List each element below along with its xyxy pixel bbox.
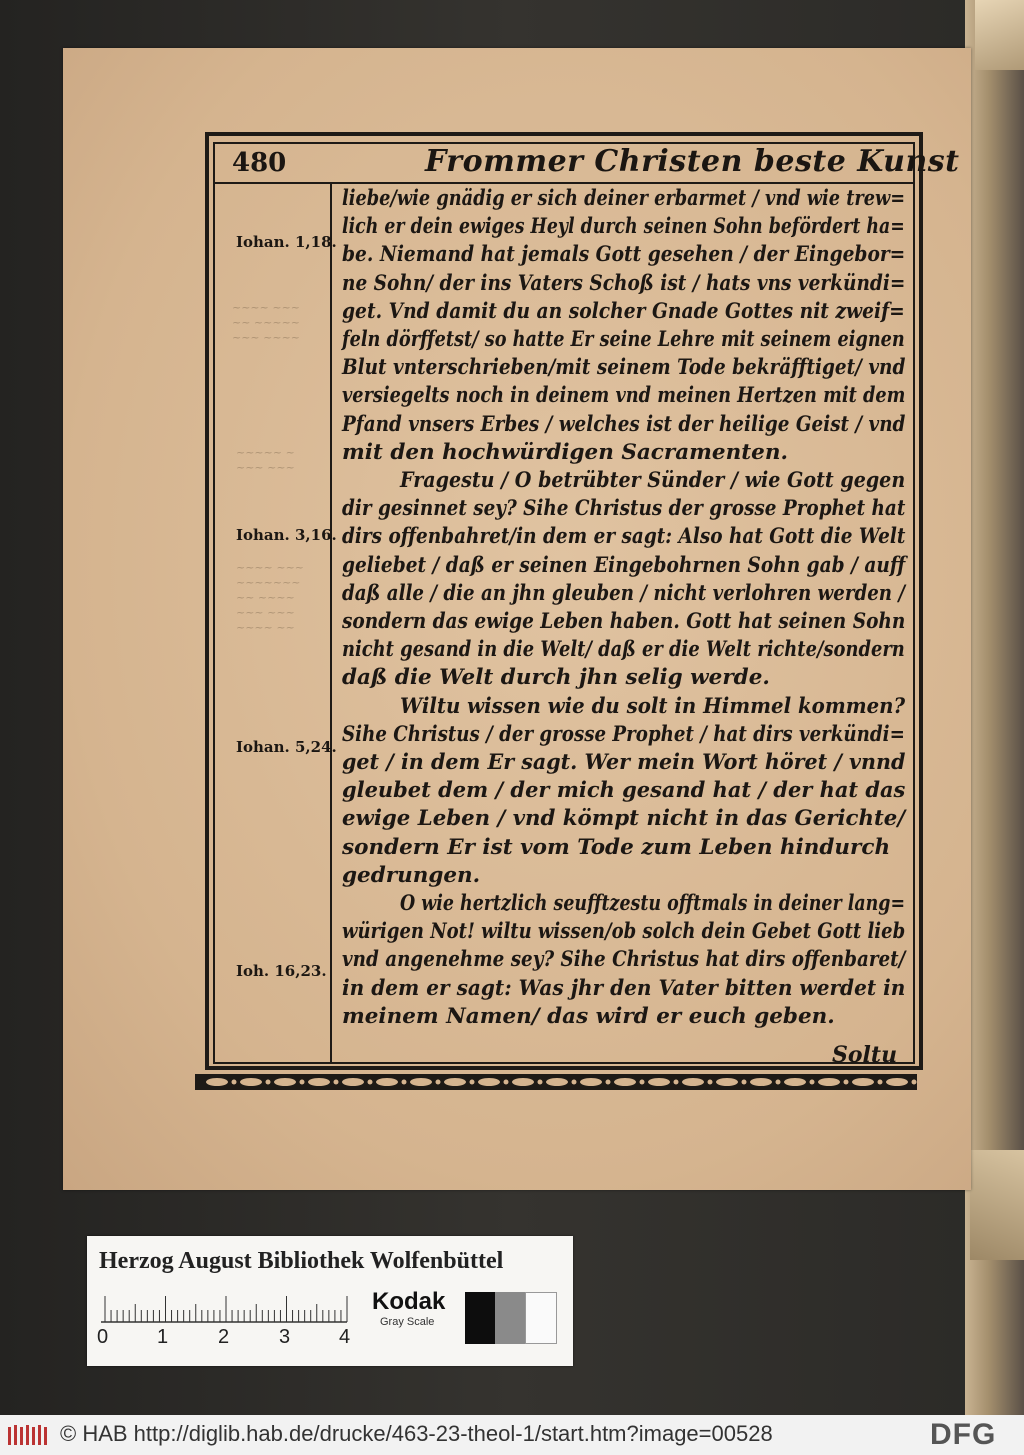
body-line: get. Vnd damit du an solcher Gnade Gottes nit zweif= [342,298,905,324]
body-line: daß die Welt durch jhn selig werde. [342,665,770,691]
body-line: meinem Namen/ das wird er euch geben. [342,1003,835,1029]
body-line: würigen Not! wiltu wissen/ob solch dein Gebet Gott lieb [342,919,906,945]
body-line: Blut vnterschrieben/mit seinem Tode bekräfftiget/ vnd [342,355,906,381]
body-line: dir gesinnet sey? Sihe Christus der grosse Prophet hat [342,496,906,522]
body-line: daß alle / die an jhn gleuben / nicht verlohren werden / [342,580,906,606]
show-through-text: ~~~~ ~~~ ~~ ~~~~~ ~~~ ~~~~ [232,301,301,344]
page-number: 480 [232,148,287,178]
body-line: gedrungen. [342,862,481,888]
gray-scale-label: Gray Scale [380,1316,435,1328]
body-line: O wie hertzlich seufftzestu offtmals in deiner lang= [400,891,906,916]
body-line: nicht gesand in die Welt/ daß er die Welt richte/sondern [342,637,905,663]
margin-note: Iohan. 5,24. [236,738,337,756]
library-name: Herzog August Bibliothek Wolfenbüttel [99,1248,504,1274]
header-rule [213,182,915,184]
ruler-number: 0 [97,1326,109,1348]
body-line: Wiltu wissen wie du solt in Himmel kommen? [400,693,906,719]
body-line: liebe/wie gnädig er sich deiner erbarmet / vnd wie trew= [342,186,906,211]
body-line: geliebet / daß er seinen Eingebohrnen Sohn gab / auff [342,552,906,578]
body-line: get / in dem Er sagt. Wer mein Wort höret / vnnd [342,750,906,775]
body-line: ne Sohn/ der ins Vaters Schoß ist / hats vns verkündi= [342,270,906,296]
show-through-text: ~~~~~ ~ ~~~ ~~~ [236,446,295,474]
show-through-text: ~~~~ ~~~ ~~~~~~~ ~~ ~~~~ ~~~ ~~~ ~~~~ ~~ [236,561,305,634]
body-line: mit den hochwürdigen Sacramenten. [342,439,788,465]
kodak-logo: Kodak [372,1288,446,1315]
ruler-number: 4 [339,1326,351,1348]
margin-note: Iohan. 3,16. [236,526,337,544]
margin-column-rule [330,182,332,1064]
body-line: Fragestu / O betrübter Sünder / wie Gott gegen [400,468,906,493]
hab-logo-icon [6,1423,50,1447]
footer-bar [0,1415,1024,1455]
ruler-number: 1 [157,1326,169,1348]
gray-swatch-mid [495,1292,525,1344]
body-line: sondern das ewige Leben haben. Gott hat seinen Sohn [342,609,906,634]
body-line: versiegelts noch in deinem vnd meinen Hertzen mit dem [342,383,906,409]
ornamental-border [195,1071,917,1093]
body-line: sondern Er ist vom Tode zum Leben hindurch [342,834,891,860]
page-corner [970,1150,1024,1260]
page-corner [975,0,1024,70]
ruler-number: 3 [279,1326,291,1348]
body-line: be. Niemand hat jemals Gott gesehen / der Eingebor= [342,242,906,268]
body-line: Sihe Christus / der grosse Prophet / hat dirs verkündi= [342,721,905,747]
body-line: lich er dein ewiges Heyl durch seinen Sohn befördert ha= [342,214,905,240]
gray-swatch-white [525,1292,557,1344]
ruler-number: 2 [218,1326,230,1348]
margin-note: Iohan. 1,18. [236,233,337,251]
body-line: Pfand vnsers Erbes / welches ist der heilige Geist / vnd [342,411,906,437]
catchword: Soltu [832,1042,898,1068]
body-line: ewige Leben / vnd kömpt nicht in das Gerichte/ [342,806,906,832]
body-line: vnd angenehme sey? Sihe Christus hat dirs offenbaret/ [342,947,906,973]
scale-ruler [97,1288,357,1328]
body-line: feln dörffetst/ so hatte Er seine Lehre mit seinem eignen [342,327,905,352]
facing-page-edge [965,0,1024,1415]
margin-note: Ioh. 16,23. [236,962,327,980]
gray-swatch-black [465,1292,495,1344]
body-line: dirs offenbahret/in dem er sagt: Also hat Gott die Welt [342,524,906,550]
body-line: gleubet dem / der mich gesand hat / der hat das [342,778,906,804]
running-title: Frommer Christen beste Kunst [425,144,960,179]
library-label [87,1236,573,1366]
citation-link[interactable]: © HAB http://diglib.hab.de/drucke/463-23-theol-1/start.htm?image=00528 [60,1421,773,1446]
dfg-logo: DFG [930,1418,997,1451]
body-line: in dem er sagt: Was jhr den Vater bitten werdet in [342,975,906,1001]
